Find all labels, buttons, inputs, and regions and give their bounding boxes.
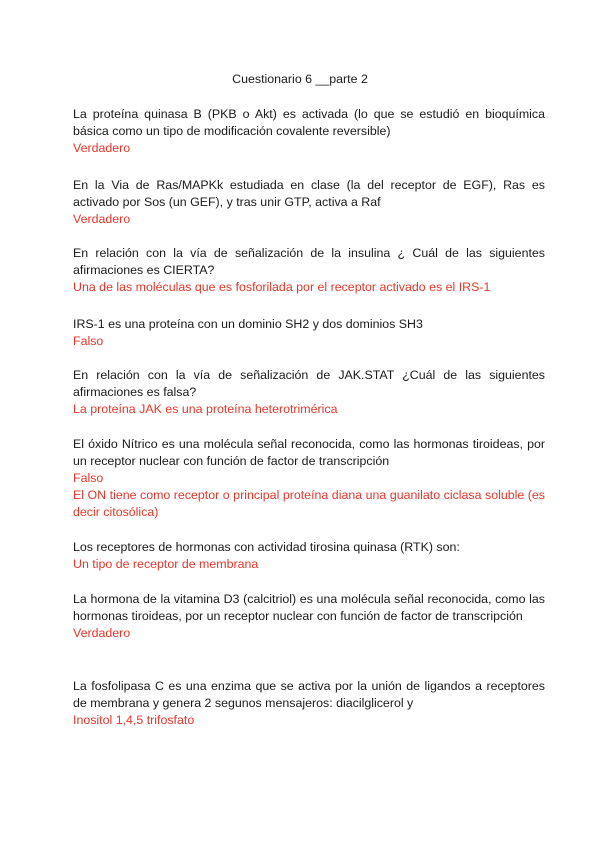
question-block-7 bbox=[73, 539, 545, 573]
question-text: En la Via de Ras/MAPKk estudiada en clase (la del receptor de EGF), Ras es activado por Sos (un GEF), y tras unir GTP, activa a Raf bbox=[73, 178, 545, 209]
question-text: Los receptores de hormonas con actividad tirosina quinasa (RTK) son: bbox=[73, 540, 460, 554]
question-block-6 bbox=[73, 436, 545, 521]
question-text: En relación con la vía de señalización de JAK.STAT ¿Cuál de las siguientes afirmaciones es falsa? bbox=[73, 368, 545, 399]
answer-text: Un tipo de receptor de membrana bbox=[73, 557, 259, 571]
question-block-9 bbox=[73, 678, 545, 729]
question-block-1 bbox=[73, 106, 545, 157]
question-text: En relación con la vía de señalización de la insulina ¿ Cuál de las siguientes afirmaciones es CIERTA? bbox=[73, 246, 545, 277]
question-block-8 bbox=[73, 591, 545, 642]
answer-text: Inositol 1,4,5 trifosfato bbox=[73, 713, 195, 727]
question-block-2 bbox=[73, 177, 545, 228]
question-block-3 bbox=[73, 245, 545, 296]
answer-text: Una de las moléculas que es fosforilada por el receptor activado es el IRS-1 bbox=[73, 280, 491, 294]
question-text: La hormona de la vitamina D3 (calcitriol) es una molécula señal reconocida, como las hormonas tiroideas, por un receptor nuclear con función de factor de transcripción bbox=[73, 592, 545, 623]
answer-text: La proteína JAK es una proteína heterotrimérica bbox=[73, 402, 338, 416]
question-text: La fosfolipasa C es una enzima que se activa por la unión de ligandos a receptores de membrana y genera 2 segunos mensajeros: diacilglicerol y bbox=[73, 679, 545, 710]
answer-explanation: El ON tiene como receptor o principal proteína diana una guanilato ciclasa soluble (es decir citosólica) bbox=[73, 488, 545, 519]
question-text: IRS-1 es una proteína con un dominio SH2 y dos dominios SH3 bbox=[73, 317, 423, 331]
question-block-5 bbox=[73, 367, 545, 418]
question-text: La proteína quinasa B (PKB o Akt) es activada (lo que se estudió en bioquímica básica como un tipo de modificación covalente reversible) bbox=[73, 107, 545, 138]
answer-text: Falso bbox=[73, 334, 104, 348]
answer-text: Verdadero bbox=[73, 141, 131, 155]
answer-text: Falso bbox=[73, 471, 104, 485]
question-block-4 bbox=[73, 316, 545, 350]
answer-text: Verdadero bbox=[73, 212, 131, 226]
question-text: El óxido Nítrico es una molécula señal reconocida, como las hormonas tiroideas, por un receptor nuclear con función de factor de transcripción bbox=[73, 437, 545, 468]
answer-text: Verdadero bbox=[73, 626, 131, 640]
document-title: Cuestionario 6 __parte 2 bbox=[232, 72, 368, 86]
